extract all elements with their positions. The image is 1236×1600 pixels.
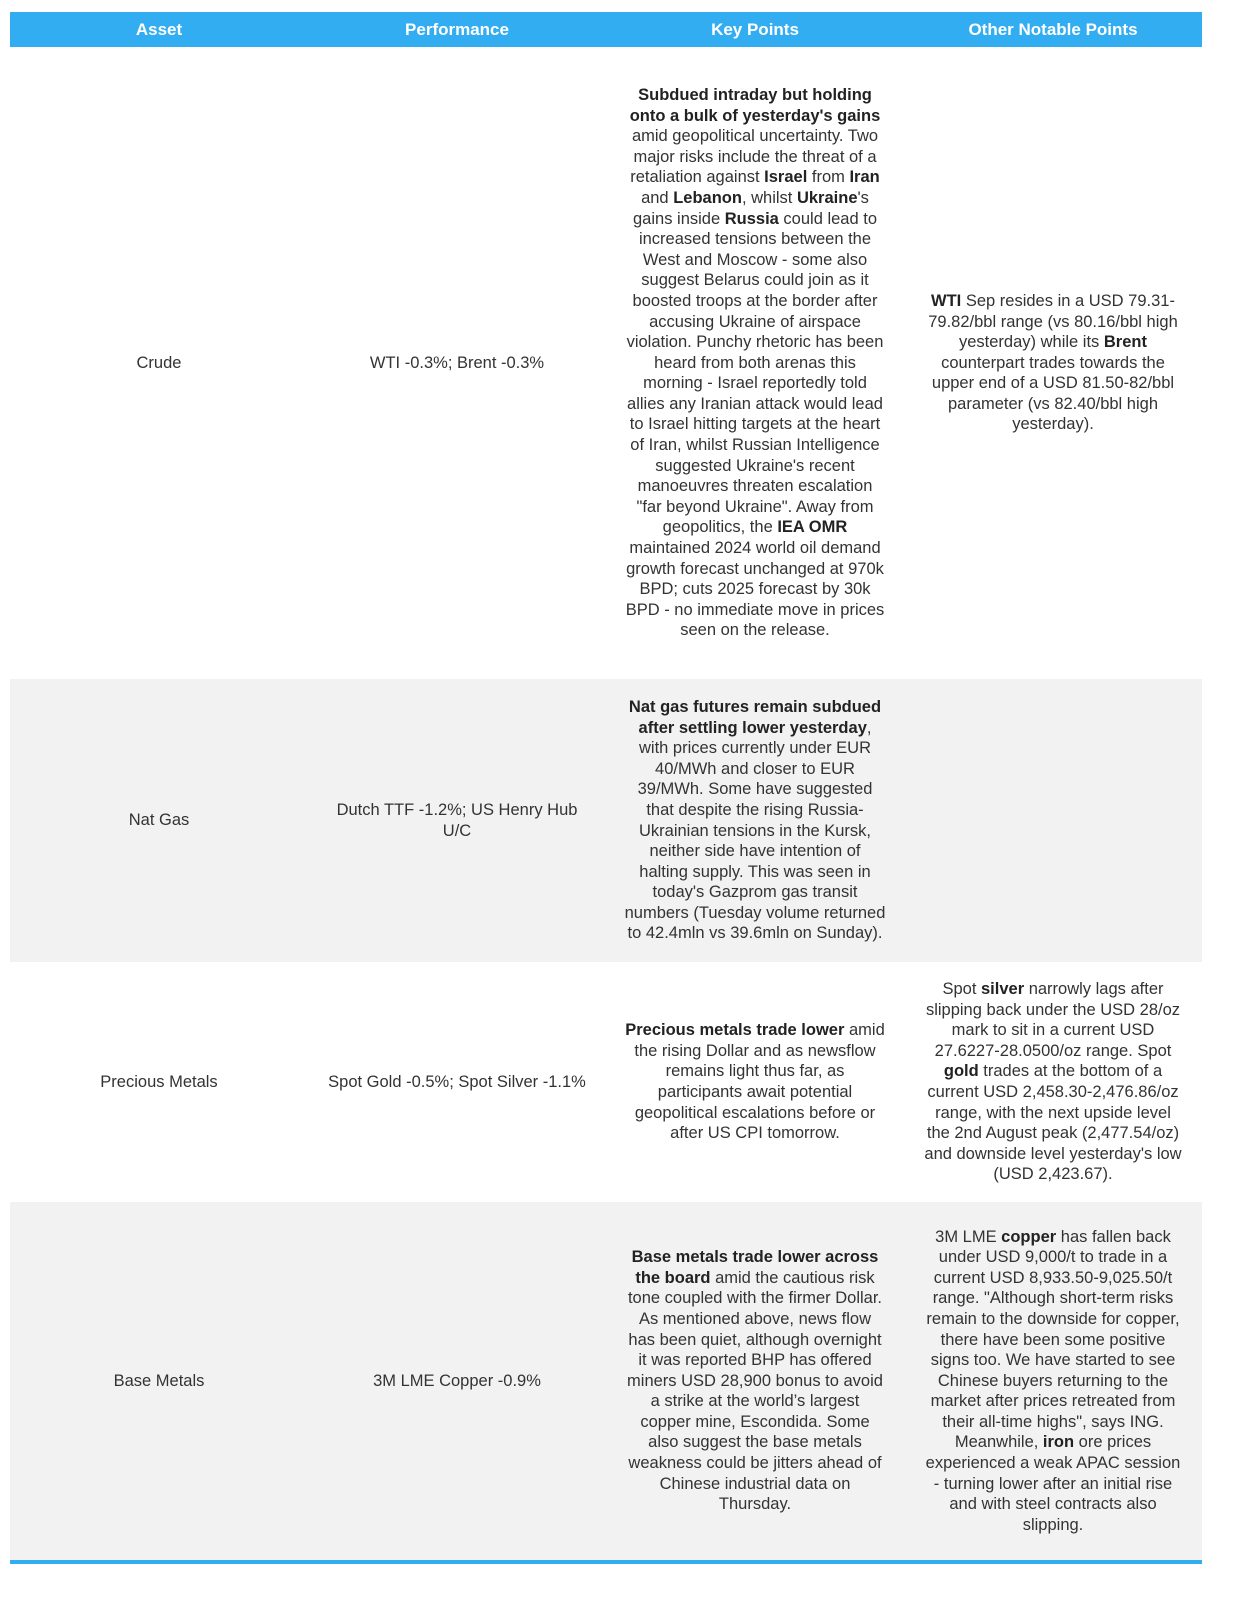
bold-text: Israel <box>764 168 808 187</box>
performance-cell: Spot Gold -0.5%; Spot Silver -1.1% <box>328 1072 586 1091</box>
key-points-cell <box>606 679 904 962</box>
key-points-cell <box>606 962 904 1202</box>
header-asset: Asset <box>10 12 308 47</box>
asset-cell: Base Metals <box>10 1202 308 1562</box>
asset-cell: Nat Gas <box>10 679 308 962</box>
header-row <box>10 12 1202 47</box>
text-segment: amid geopolitical uncertainty. Two major risks include the threat of a retaliation against <box>630 127 879 187</box>
bold-text: Brent <box>1103 333 1147 352</box>
bold-text: iron <box>1042 1433 1075 1452</box>
text-segment: , with prices currently under EUR 40/MWh and closer to EUR 39/MWh. Some have suggested that despite the rising Russia-Ukrainian tensions in the Kursk, neither side have intention of halting supply. This was seen in today's Gazprom gas transit numbers (Tuesday volume returned to 42.4mln vs 39.6mln on Sunday). <box>624 718 886 943</box>
text-segment: Sep resides in a USD 79.31-79.82/bbl range (vs 80.16/bbl high yesterday) while its <box>928 291 1178 352</box>
bold-text: Nat gas futures remain subdued after settling lower yesterday <box>628 697 882 737</box>
table-row <box>10 47 1202 679</box>
text-segment: amid the cautious risk tone coupled with the firmer Dollar. As mentioned above, news flow has been quiet, although overnight it was reported BHP has offered miners USD 28,900 bonus to avoid a strike at the world’s largest copper mine, Escondida. Some also suggest the base metals weakness could be jitters ahead of Chinese industrial data on Thursday. <box>627 1268 883 1514</box>
key-points-cell <box>606 1202 904 1562</box>
bold-text: Subdued intraday but holding onto a bulk of yesterday's gains <box>629 85 881 125</box>
performance-cell: Dutch TTF -1.2%; US Henry Hub U/C <box>308 679 606 962</box>
bold-text: silver <box>981 980 1025 999</box>
text-segment: , whilst <box>741 188 797 207</box>
text-segment: 3M LME <box>935 1227 1002 1246</box>
text-segment: ore prices experienced a weak APAC session - turning lower after an initial rise and with steel contracts also slipping. <box>925 1433 1181 1534</box>
text-segment: from <box>807 168 850 187</box>
header-key-points: Key Points <box>606 12 904 47</box>
bold-text: Precious metals trade lower <box>625 1021 845 1040</box>
performance-cell: 3M LME Copper -0.9% <box>308 1202 606 1562</box>
commodities-table <box>10 12 1202 1564</box>
header-performance: Performance <box>308 12 606 47</box>
bold-text: Lebanon <box>673 188 742 207</box>
header-other-points: Other Notable Points <box>904 12 1202 47</box>
asset-cell: Precious Metals <box>100 1072 218 1091</box>
bold-text: Russia <box>724 209 779 228</box>
bold-text: IEA OMR <box>777 518 848 537</box>
bold-text: gold <box>943 1062 979 1081</box>
text-segment: could lead to increased tensions between the West and Moscow - some also suggest Belarus could join as it boosted troops at the border after accusing Ukraine of airspace violation. Punchy rhetoric has been heard from both arenas this morning - Israel reportedly told allies any Iranian attack would lead to Israel hitting targets at the heart of Iran, whilst Russian Intelligence suggested Ukraine's recent manoeuvres threaten escalation "far beyond Ukraine". Away from geopolitics, the <box>626 209 884 537</box>
table-row <box>10 1202 1202 1562</box>
bold-text: Iran <box>849 168 880 187</box>
table-row <box>10 962 1202 1202</box>
bold-text: Ukraine <box>796 188 858 207</box>
bold-text: Base metals trade lower across the board <box>631 1248 879 1287</box>
performance-cell: WTI -0.3%; Brent -0.3% <box>369 353 545 372</box>
bold-text: WTI <box>931 291 962 310</box>
text-segment: Spot <box>942 980 981 999</box>
text-segment: 's gains inside <box>633 188 869 228</box>
text-segment: trades at the bottom of a current USD 2,458.30-2,476.86/oz range, with the next upside level the 2nd August peak (2,477.54/oz) and downside level yesterday's low (USD 2,423.67). <box>924 1062 1182 1184</box>
other-points-cell <box>904 962 1202 1202</box>
other-points-cell <box>904 1202 1202 1562</box>
text-segment: maintained 2024 world oil demand growth forecast unchanged at 970k BPD; cuts 2025 forecast by 30k BPD - no immediate move in prices seen on the release. <box>625 539 885 640</box>
key-points-cell <box>606 47 904 679</box>
other-points-cell <box>904 679 1202 962</box>
text-segment: narrowly lags after slipping back under the USD 28/oz mark to sit in a current USD 27.6227-28.0500/oz range. Spot <box>925 980 1181 1060</box>
asset-cell: Crude <box>136 353 182 372</box>
text-segment: amid the rising Dollar and as newsflow remains light thus far, as participants await potential geopolitical escalations before or after US CPI tomorrow. <box>634 1021 885 1143</box>
text-segment: has fallen back under USD 9,000/t to trade in a current USD 8,933.50-9,025.50/t range. "Although short-term risks remain to the downside for copper, there have been some positive signs too. We have started to see Chinese buyers returning to the market after prices retreated from their all-time highs", says ING. Meanwhile, <box>926 1227 1180 1452</box>
bold-text: copper <box>1001 1227 1057 1246</box>
text-segment: and <box>641 188 674 207</box>
table-row <box>10 679 1202 962</box>
other-points-cell <box>904 47 1202 679</box>
text-segment: counterpart trades towards the upper end of a USD 81.50-82/bbl parameter (vs 82.40/bbl high yesterday). <box>931 353 1175 434</box>
